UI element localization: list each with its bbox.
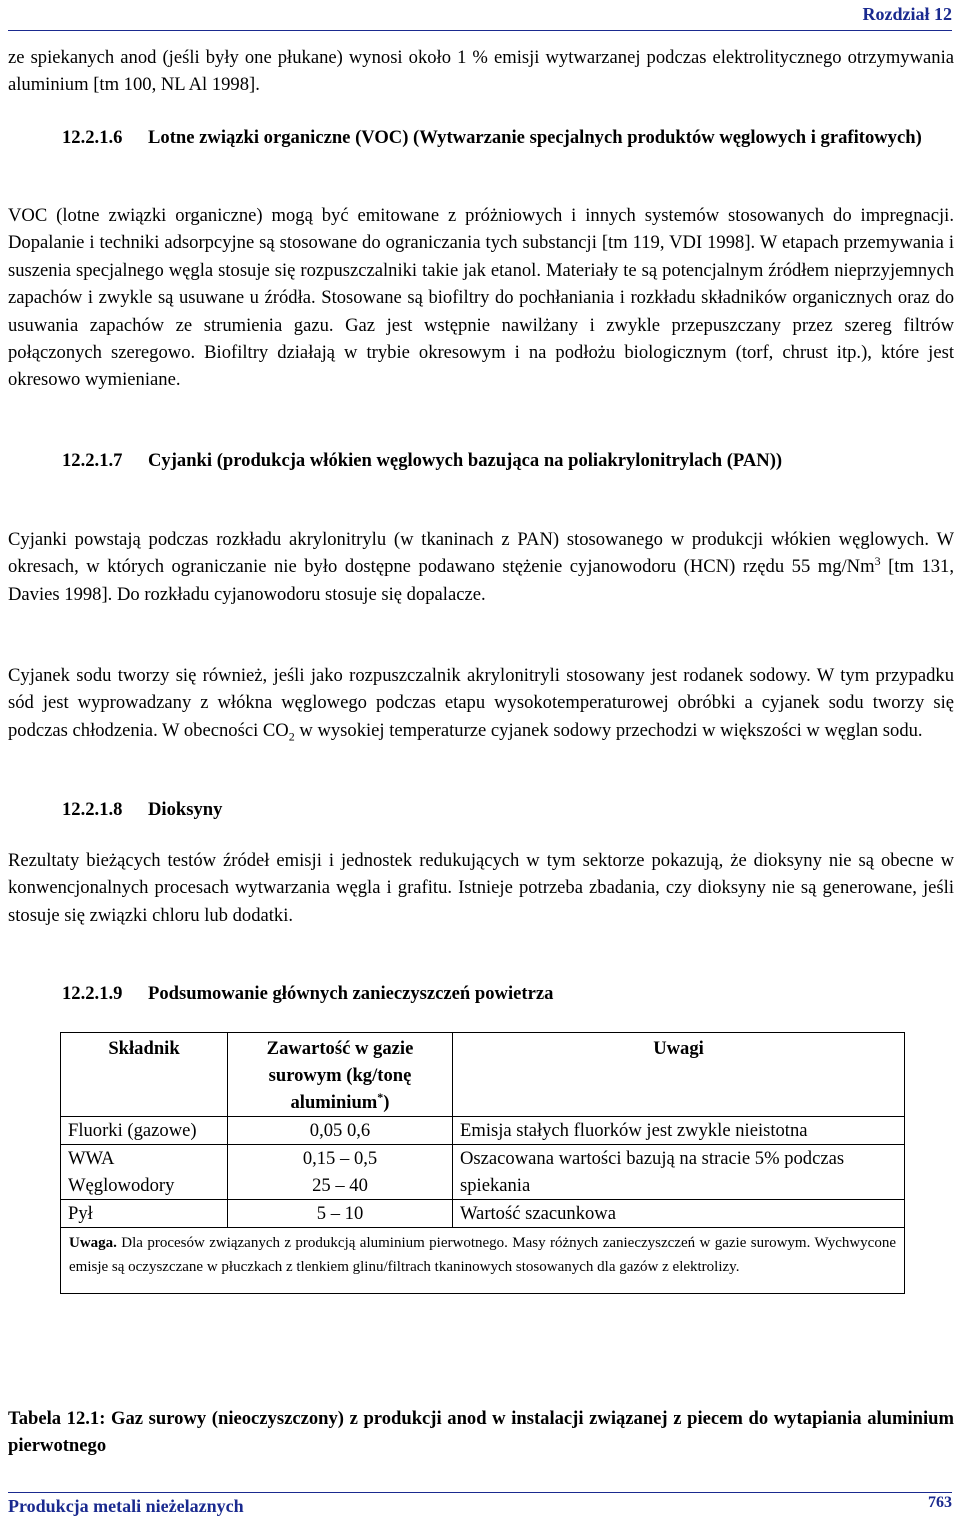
text: [tm 131, Davies 1998]. Do rozkładu cyjanowodoru stosuje się dopalacze.	[8, 556, 954, 605]
superscript: 3	[874, 554, 881, 569]
subscript: 2	[288, 729, 295, 744]
text: Cyjanki powstają podczas rozkładu akrylonitrylu (w tkaninach z PAN) stosowanego w produkcji włókien węglowych. W okresach, w których ograniczanie nie było dostępne podawano stężenie cyjanowodoru (HCN) rzędu 55 mg/Nm	[8, 529, 954, 578]
text: Cyjanek sodu tworzy się również, jeśli jako rozpuszczalnik akrylonitryli stosowany jest rodanek sodowy. W tym przypadku sód jest wyprowadzany z włókna węglowego podczas etapu wysokotemperaturowej obróbki a cyjanek sodu tworzy się podczas chłodzenia. W obecności CO	[8, 665, 954, 741]
table-cell: Pył	[61, 1200, 228, 1228]
header-text: )	[383, 1092, 390, 1113]
table-cell	[61, 1145, 228, 1200]
table-row	[61, 1117, 905, 1145]
table-note	[61, 1228, 905, 1294]
table-header: Składnik	[61, 1033, 228, 1117]
cell-line: 25 – 40	[312, 1175, 368, 1196]
note-text: Dla procesów związanych z produkcją aluminium pierwotnego. Masy różnych zanieczyszczeń w gazie surowym. Wychwycone emisje są oczyszczane w płuczkach z tlenkiem glinu/filtrach tkaninowych stosowanych dla gazów z elektrolizy.	[69, 1235, 896, 1275]
cell-line: Węglowodory	[68, 1175, 175, 1196]
section-number: 12.2.1.7	[62, 450, 123, 471]
page-number: 763	[928, 1494, 952, 1511]
section-title: Dioksyny	[148, 799, 223, 820]
paragraph-voc: VOC (lotne związki organiczne) mogą być emitowane z próżniowych i innych systemów stosowanych do impregnacji. Dopalanie i techniki adsorpcyjne są stosowane do ograniczania tych substancji [tm 119, VDI 1998]. W etapach przemywania i suszenia specjalnego węgla stosuje się rozpuszczalniki takie jak etanol. Materiały te są potencjalnym źródłem nieprzyjemnych zapachów i zwykle są usuwane u źródła. Stosowane są biofiltry do pochłaniania i rozkładu składników organicznych oraz do usuwania zapachów ze strumienia gazu. Gaz jest wstępnie nawilżany i zwykle przepuszczany przez szereg filtrów połączonych szeregowo. Biofiltry działają w trybie okresowym i na podłożu biologicznym (torf, chrust itp.), które jest okresowo wymieniane.	[8, 205, 954, 391]
chapter-header: Rozdział 12	[862, 4, 952, 24]
table-cell: Wartość szacunkowa	[453, 1200, 905, 1228]
table-cell: Fluorki (gazowe)	[61, 1117, 228, 1145]
section-heading-6	[62, 124, 954, 151]
header-text: Zawartość w gazie surowym (kg/tonę aluminium	[266, 1038, 414, 1113]
paragraph-cyanides-2	[8, 662, 954, 744]
paragraph-dioxins: Rezultaty bieżących testów źródeł emisji i jednostek redukujących w tym sektorze pokazują, że dioksyny nie są obecne w konwencjonalnych procesach wytwarzania węgla i grafitu. Istnieje potrzeba zbadania, czy dioksyny nie są generowane, jeśli stosuje się związki chloru lub dodatki.	[8, 850, 954, 926]
text: w wysokiej temperaturze cyjanek sodowy przechodzi w większości w węglan sodu.	[294, 719, 923, 741]
section-title: Cyjanki (produkcja włókien węglowych bazująca na poliakrylonitrylach (PAN))	[148, 450, 783, 471]
table-row	[61, 1145, 905, 1200]
table-header: Uwagi	[453, 1033, 905, 1117]
table-cell: Emisja stałych fluorków jest zwykle nieistotna	[453, 1117, 905, 1145]
table-cell	[228, 1145, 453, 1200]
table-row	[61, 1200, 905, 1228]
footer-title: Produkcja metali nieżelaznych	[8, 1496, 244, 1516]
paragraph-cyanides-1	[8, 526, 954, 608]
table-header	[228, 1033, 453, 1117]
section-title: Lotne związki organiczne (VOC) (Wytwarzanie specjalnych produktów węglowych i grafitowych)	[148, 127, 922, 148]
header-rule	[8, 30, 952, 31]
table-cell: Oszacowana wartości bazują na stracie 5% podczas spiekania	[453, 1145, 905, 1200]
table-cell: 5 – 10	[228, 1200, 453, 1228]
table-note-row	[61, 1228, 905, 1294]
section-title: Podsumowanie głównych zanieczyszczeń powietrza	[148, 983, 554, 1004]
table-cell: 0,05 0,6	[228, 1117, 453, 1145]
cell-line: 0,15 – 0,5	[302, 1148, 378, 1169]
section-heading-7	[62, 447, 954, 474]
emissions-table	[60, 1032, 905, 1294]
section-number: 12.2.1.9	[62, 983, 123, 1004]
paragraph-intro: ze spiekanych anod (jeśli były one płukane) wynosi około 1 % emisji wytwarzanej podczas elektrolitycznego otrzymywania aluminium [tm 100, NL Al 1998].	[8, 47, 954, 96]
section-number: 12.2.1.8	[62, 799, 123, 820]
superscript: *	[377, 1089, 384, 1104]
cell-line: WWA	[68, 1148, 115, 1169]
section-heading-8	[62, 796, 222, 823]
footer-rule	[8, 1492, 952, 1493]
note-label: Uwaga.	[69, 1235, 117, 1251]
table-header-row	[61, 1033, 905, 1117]
table-caption: Tabela 12.1: Gaz surowy (nieoczyszczony) z produkcji anod w instalacji związanej z piecem do wytapiania aluminium pierwotnego	[8, 1408, 954, 1457]
section-number: 12.2.1.6	[62, 127, 123, 148]
section-heading-9	[62, 980, 553, 1007]
